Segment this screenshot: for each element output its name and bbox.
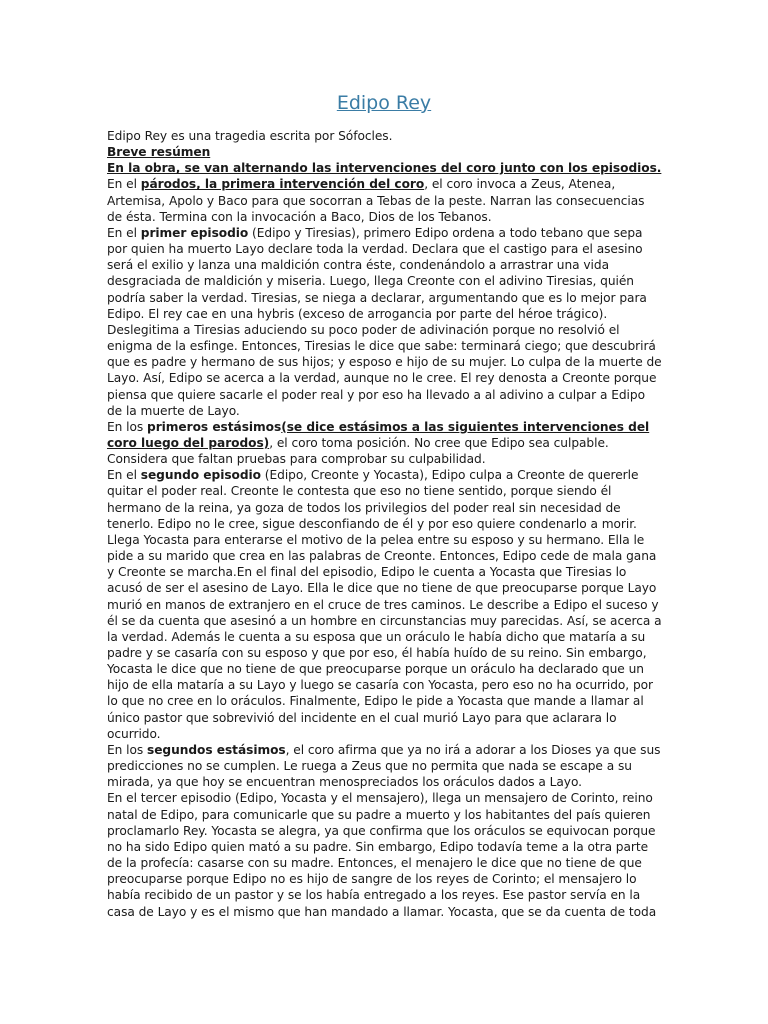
episodio1-prefix: En el bbox=[107, 225, 141, 240]
episodio3-paragraph: En el tercer episodio (Edipo, Yocasta y el mensajero), llega un mensajero de Corinto, reino natal de Edipo, para comunicarle que su padre a muerto y los habitantes del país quieren proclamarlo Rey. Yocasta se alegra, ya que confirma que los oráculos se equivocan porque no ha sido Edipo quien mató a su padre. Sin embargo, Edipo todavía teme a la otra parte de la profecía: casarse con su madre. Entonces, el menajero le dice que no tiene de que preocuparse porque Edipo no es hijo de sangre de los reyes de Corinto; el mensajero lo había recibido de un pastor y se los había entregado a los reyes. Ese pastor servía en la casa de Layo y es el mismo que han mandado a llamar. Yocasta, que se da cuenta de toda bbox=[107, 791, 657, 919]
estasimo1-note: (se dice estásimos a las siguientes intervenciones del coro luego del parodos) bbox=[107, 419, 650, 450]
estasimo2-text: , el coro afirma que ya no irá a adorar a los Dioses ya que sus predicciones no se cumplen. Le ruega a Zeus que no permita que nada se escape a su mirada, ya que hoy se encuentran menospreciados los oráculos dados a Layo. bbox=[107, 742, 661, 790]
document-body bbox=[107, 128, 663, 920]
structure-note: En la obra, se van alternando las intervenciones del coro junto con los episodios. bbox=[107, 161, 662, 176]
episodio2-highlight: segundo episodio bbox=[140, 468, 261, 483]
episodio1-text: (Edipo y Tiresias), primero Edipo ordena a todo tebano que sepa por quien ha muerto Layo declare toda la verdad. Declara que el castigo para el asesino será el exilio y lanza una maldición contra éste, condenándolo a arrastrar una vida desgraciada de maldición y miseria. Luego, llega Creonte con el adivino Tiresias, quién podría saber la verdad. Tiresias, se niega a declarar, argumentando que es lo mejor para Edipo. El rey cae en una hybris (exceso de arrogancia por parte del héroe trágico). Deslegitima a Tiresias aduciendo su poco poder de adivinación porque no resolvió el enigma de la esfinge. Entonces, Tiresias le dice que sabe: terminará ciego; que descubrirá que es padre y hermano de sus hijos; y esposo e hijo de su mujer. Lo culpa de la muerte de Layo. Así, Edipo se acerca a la verdad, aunque no le cree. El rey denosta a Creonte porque piensa que quiere sacarle el poder real y por eso ha llevado a al adivino a culpar a Edipo de la muerte de Layo. bbox=[107, 225, 662, 418]
parodos-text: , el coro invoca a Zeus, Atenea, Artemisa, Apolo y Baco para que socorran a Tebas de la peste. Narran las consecuencias de ésta. Termina con la invocación a Baco, Dios de los Tebanos. bbox=[107, 177, 645, 224]
episodio2-prefix: En el bbox=[107, 468, 141, 483]
estasimo2-highlight: segundos estásimos bbox=[147, 742, 286, 757]
estasimo2-prefix: En los bbox=[107, 742, 148, 757]
episodio2-paragraph bbox=[107, 467, 663, 742]
episodio1-highlight: primer episodio bbox=[140, 225, 249, 240]
estasimo1-prefix: En los bbox=[107, 419, 148, 434]
document-title: Edipo Rey bbox=[336, 92, 432, 114]
estasimo1-text: , el coro toma posición. No cree que Edipo sea culpable. Considera que faltan pruebas para comprobar su culpabilidad. bbox=[107, 435, 609, 467]
episodio2-text: (Edipo, Creonte y Yocasta), Edipo culpa a Creonte de quererle quitar el poder real. Creonte le contesta que eso no tiene sentido, porque siendo él hermano de la reina, ya goza de todos los privilegios del poder real sin necesidad de tenerlo. Edipo no le cree, sigue desconfiando de él y por eso quiere condenarlo a morir. Llega Yocasta para enterarse el motivo de la pelea entre su esposo y su hermano. Ella le pide a su marido que crea en las palabras de Creonte. Entonces, Edipo cede de mala gana y Creonte se marcha.En el final del episodio, Edipo le cuenta a Yocasta que Tiresias lo acusó de ser el asesino de Layo. Ella le dice que no tiene de que preocuparse porque Layo murió en manos de extranjero en el cruce de tres caminos. Le describe a Edipo el suceso y él se da cuenta que asesinó a un hombre en circunstancias muy parecidas. Así, se acerca a la verdad. Además le cuenta a su esposa que un oráculo le había dicho que mataría a su padre y se casaría con su esposo y que por eso, él había huído de su reino. Sin embargo, Yocasta le dice que no tiene de que preocuparse porque un oráculo ha declarado que un hijo de ella mataría a su Layo y luego se casaría con Yocasta, pero eso no ha ocurrido, por lo que no cree en lo oráculos. Finalmente, Edipo le pide a Yocasta que mande a llamar al único pastor que sobrevivió del incidente en el cual murió Layo para que aclarara lo ocurrido. bbox=[107, 468, 662, 741]
estasimo2-paragraph bbox=[107, 742, 663, 790]
intro-paragraph: Edipo Rey es una tragedia escrita por Sófocles. bbox=[107, 129, 393, 143]
episodio1-paragraph bbox=[107, 225, 663, 419]
estasimo1-paragraph bbox=[107, 419, 663, 467]
parodos-highlight: párodos, la primera intervención del coro bbox=[140, 177, 425, 192]
summary-heading: Breve resúmen bbox=[107, 145, 211, 160]
estasimo1-highlight: primeros estásimos bbox=[147, 419, 282, 434]
parodos-prefix: En el bbox=[107, 177, 141, 192]
parodos-paragraph bbox=[107, 176, 663, 224]
